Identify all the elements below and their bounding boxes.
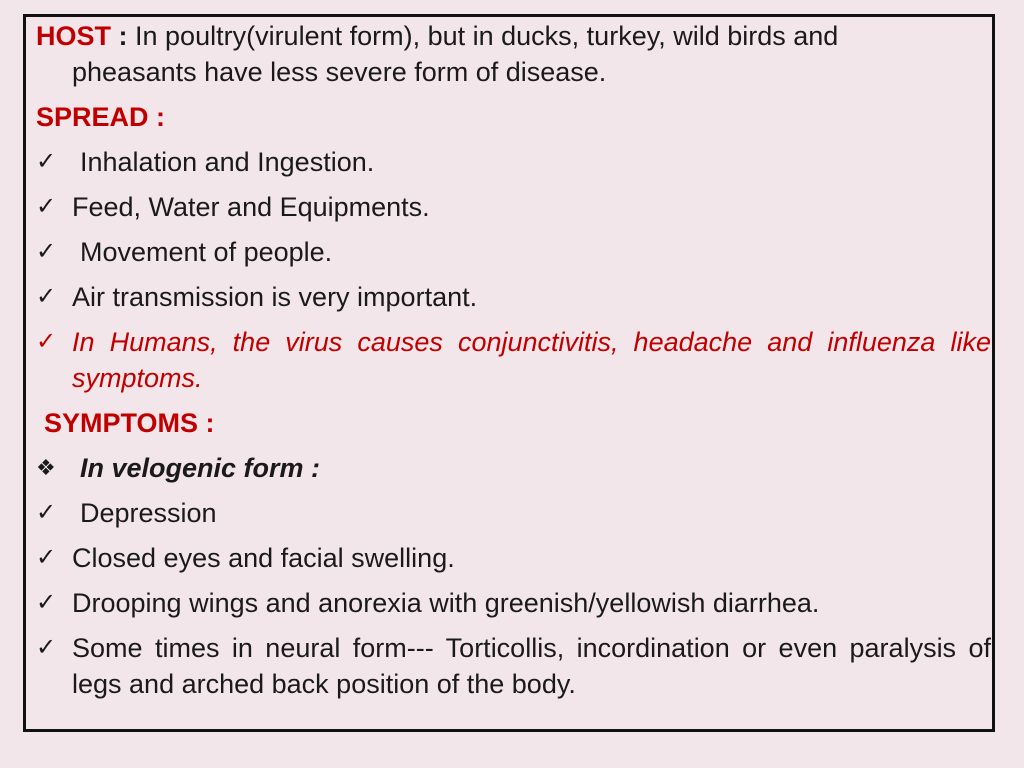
check-icon: ✓ (36, 238, 57, 265)
list-item (36, 540, 991, 576)
list-item (36, 234, 991, 270)
symptoms-subheading: In velogenic form : (80, 453, 321, 483)
check-icon: ✓ (36, 328, 57, 355)
list-item (36, 144, 991, 180)
check-icon: ✓ (36, 634, 57, 661)
slide-content (36, 18, 991, 702)
symptoms-subheading-row (36, 450, 991, 486)
symptoms-heading: SYMPTOMS : (44, 408, 215, 438)
spread-item-1: Inhalation and Ingestion. (80, 147, 375, 177)
spread-item-4: Air transmission is very important. (72, 282, 478, 312)
list-item (36, 189, 991, 225)
check-icon: ✓ (36, 589, 57, 616)
check-icon: ✓ (36, 193, 57, 220)
host-text: In poultry(virulent form), but in ducks, turkey, wild birds and (135, 21, 839, 51)
check-icon: ✓ (36, 499, 57, 526)
check-icon: ✓ (36, 544, 57, 571)
check-icon: ✓ (36, 283, 57, 310)
host-line (36, 18, 991, 54)
list-item (36, 279, 991, 315)
diamond-bullet-icon: ❖ (36, 455, 56, 480)
spread-item-3: Movement of people. (80, 237, 333, 267)
list-item (36, 324, 991, 396)
host-colon: : (111, 21, 136, 51)
symptom-item-1: Depression (80, 498, 217, 528)
list-item (36, 630, 991, 702)
host-continuation: pheasants have less severe form of disease. (72, 57, 607, 87)
list-item (36, 585, 991, 621)
spread-item-5: In Humans, the virus causes conjunctivitis, headache and influenza like symptoms. (72, 327, 991, 393)
symptom-item-2: Closed eyes and facial swelling. (72, 543, 455, 573)
list-item (36, 495, 991, 531)
check-icon: ✓ (36, 148, 57, 175)
spread-heading: SPREAD : (36, 102, 166, 132)
symptom-item-3: Drooping wings and anorexia with greenish/yellowish diarrhea. (72, 588, 820, 618)
symptom-item-4: Some times in neural form--- Torticollis, incordination or even paralysis of legs and arched back position of the body. (72, 633, 991, 699)
spread-item-2: Feed, Water and Equipments. (72, 192, 430, 222)
host-label: HOST (36, 21, 112, 51)
